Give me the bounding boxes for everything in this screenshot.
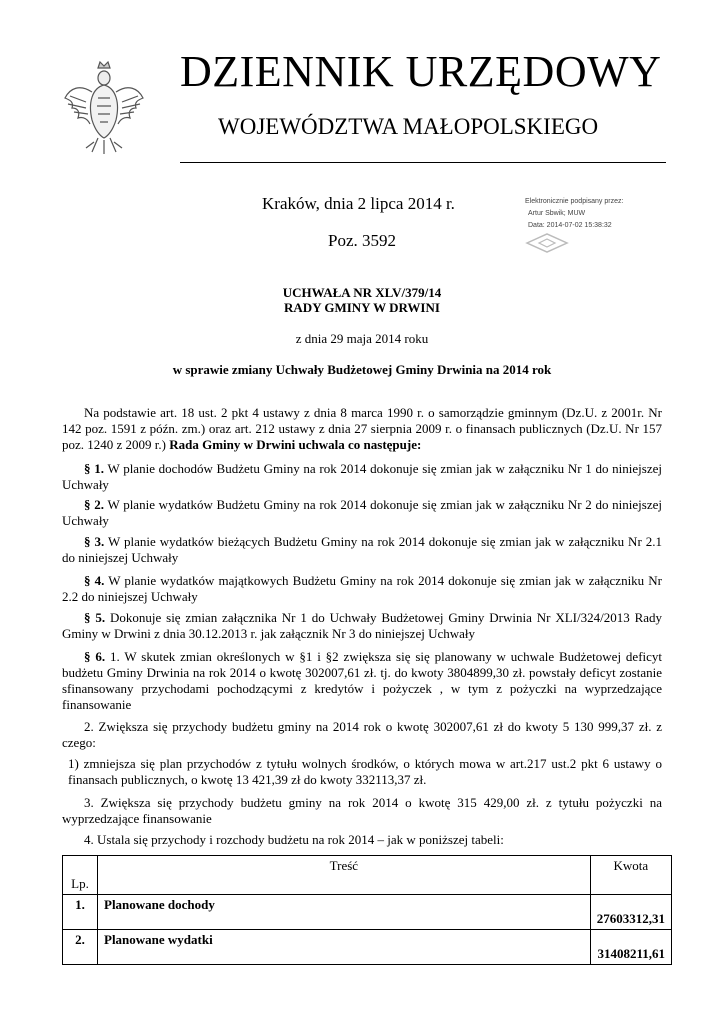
table-row (63, 930, 672, 965)
signature-date: Data: 2014-07-02 15:38:32 (528, 222, 612, 229)
journal-subtitle: WOJEWÓDZTWA MAŁOPOLSKIEGO (218, 114, 599, 139)
section-6 (62, 649, 662, 713)
intro-text: Na podstawie art. 18 ust. 2 pkt 4 ustawy z dnia 8 marca 1990 r. o samorządzie gminnym (Dz.U. z 2001r. Nr 142 poz. 1591 z późn. zm.) oraz art. 212 ustawy z dnia 27 sierpnia 2009 r. o finansach publicznych (Dz.U. Nr 157 poz. 1240 z 2009 r.) (62, 405, 662, 452)
paragraph-2-item-1: 1) zmniejsza się plan przychodów z tytułu wolnych środków, o których mowa w art.217 ust.2 pkt 6 ustawy o finansach publicznych, o kwotę 13 421,39 zł do kwoty 332113,37 zł. (68, 756, 662, 787)
eagle-emblem-icon (62, 58, 146, 158)
journal-title: DZIENNIK URZĘDOWY (180, 47, 662, 96)
signature-stamp-icon (525, 232, 569, 254)
place-date: Kraków, dnia 2 lipca 2014 r. (262, 194, 455, 213)
header-tresc: Treść (98, 856, 591, 895)
row-kwota: 27603312,31 (590, 895, 671, 930)
section-5 (62, 610, 662, 642)
section-label: § 6. (84, 649, 106, 664)
row-tresc: Planowane wydatki (98, 930, 591, 965)
section-label: § 3. (84, 534, 105, 549)
section-text: 1. W skutek zmian określonych w §1 i §2 zwiększa się się planowany w uchwale Budżetowej deficyt budżetu Gminy Drwinia na rok 2014 o kwotę 302007,61 zł. tj. do kwoty 3804899,30 zł. powstały deficyt zostanie sfinansowany przychodami pochodzącymi z kredytów i pożyczek , w tym z pożyczki na wyprzedzające finansowanie (62, 649, 663, 712)
electronic-signature (525, 196, 623, 232)
row-lp: 1. (63, 895, 98, 930)
section-3 (62, 534, 662, 566)
resolution-date: z dnia 29 maja 2014 roku (295, 331, 429, 346)
header-lp: Lp. (63, 856, 98, 895)
section-text: W planie wydatków majątkowych Budżetu Gminy na rok 2014 dokonuje się zmian jak w załączniku Nr 2.2 do niniejszej Uchwały (62, 573, 663, 604)
paragraph-4: 4. Ustala się przychody i rozchody budżetu na rok 2014 – jak w poniższej tabeli: (84, 832, 504, 847)
signature-line: Elektronicznie podpisany przez: (525, 198, 624, 205)
section-text: Dokonuje się zmian załącznika Nr 1 do Uchwały Budżetowej Gminy Drwinia Nr XLI/324/2013 Rady Gminy w Drwini z dnia 30.12.2013 r. jak załącznik Nr 3 do niniejszej Uchwały (62, 610, 663, 641)
intro-bold: Rada Gminy w Drwini uchwala co następuje: (169, 437, 422, 452)
section-label: § 1. (84, 461, 104, 476)
row-tresc: Planowane dochody (98, 895, 591, 930)
section-1 (62, 461, 662, 493)
row-kwota: 31408211,61 (590, 930, 671, 965)
section-2 (62, 497, 662, 529)
section-label: § 5. (84, 610, 106, 625)
position-number: Poz. 3592 (328, 231, 396, 250)
paragraph-2: 2. Zwiększa się przychody budżetu gminy na 2014 rok o kwotę 302007,61 zł do kwoty 5 130 999,37 zł. z czego: (62, 719, 662, 750)
section-4 (62, 573, 662, 605)
header-divider (180, 162, 666, 163)
resolution-council: RADY GMINY W DRWINI (284, 300, 440, 315)
resolution-topic: w sprawie zmiany Uchwały Budżetowej Gminy Drwinia na 2014 rok (172, 362, 552, 377)
table-row (63, 895, 672, 930)
section-label: § 2. (84, 497, 104, 512)
paragraph-3: 3. Zwiększa się przychody budżetu gminy na rok 2014 o kwotę 315 429,00 zł. z tytułu pożyczki na wyprzedzające finansowanie (62, 795, 662, 826)
section-text: W planie wydatków Budżetu Gminy na rok 2014 dokonuje się zmian jak w załączniku Nr 2 do niniejszej Uchwały (62, 497, 663, 528)
section-text: W planie dochodów Budżetu Gminy na rok 2014 dokonuje się zmian jak w załączniku Nr 1 do niniejszej Uchwały (62, 461, 663, 492)
section-label: § 4. (84, 573, 105, 588)
resolution-number: UCHWAŁA NR XLV/379/14 (282, 285, 442, 300)
table-header-row (63, 856, 672, 895)
intro-paragraph (62, 405, 662, 453)
row-lp: 2. (63, 930, 98, 965)
budget-table (62, 855, 672, 965)
header-kwota: Kwota (590, 856, 671, 895)
section-text: W planie wydatków bieżących Budżetu Gminy na rok 2014 dokonuje się zmian jak w załączniku Nr 2.1 do niniejszej Uchwały (62, 534, 663, 565)
signature-signer: Artur Sbwik; MUW (528, 210, 586, 217)
